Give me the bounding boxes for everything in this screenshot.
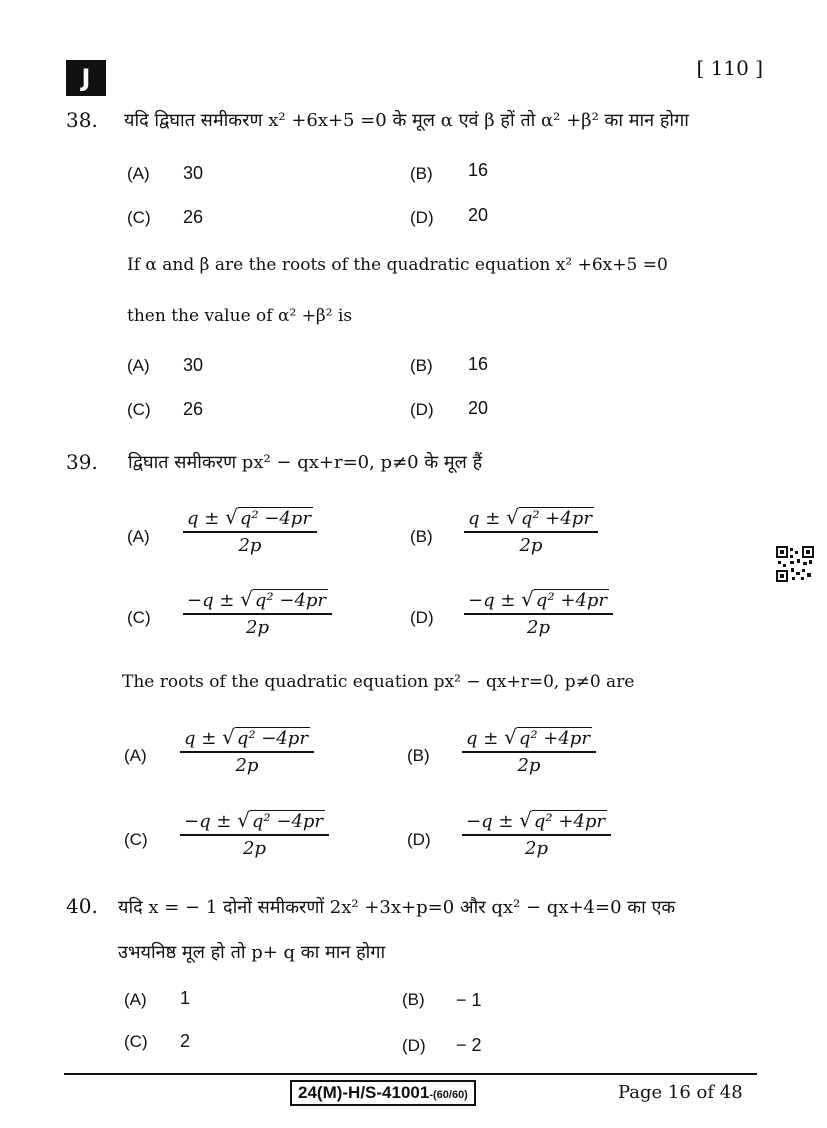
- option-value: 20: [468, 205, 489, 225]
- option-label: (B): [410, 164, 433, 183]
- option-value: 30: [183, 355, 204, 375]
- series-badge: J: [66, 60, 106, 96]
- option-label: (A): [124, 746, 147, 765]
- option-label: (D): [410, 208, 434, 227]
- option-label: (B): [410, 356, 433, 375]
- page-code: [ 110 ]: [696, 56, 763, 80]
- option-fraction: $\frac{\text{−q ± √ q² +4pr}}{2p}$: [464, 587, 613, 638]
- question-39-hindi-stem: द्विघात समीकरण px² − qx+r=0, p≠0 के मूल हैं: [128, 452, 483, 473]
- option-label: (A): [127, 527, 150, 546]
- booklet-code-suffix: -(60/60): [429, 1089, 468, 1101]
- option-fraction: $\frac{\text{−q ± √ q² −4pr}}{2p}$: [180, 808, 329, 859]
- option-value: 16: [468, 160, 489, 180]
- radicand: q² −4pr: [251, 811, 324, 832]
- option-label: (B): [407, 746, 430, 765]
- option-value: 1: [180, 988, 191, 1008]
- option-value: 2: [180, 1031, 191, 1051]
- option-value: − 1: [456, 990, 482, 1010]
- option-label: (C): [127, 208, 151, 227]
- denominator: 2p: [517, 755, 541, 776]
- option-value: − 2: [456, 1035, 482, 1055]
- option-value: 26: [183, 207, 204, 227]
- option-label: (D): [410, 400, 434, 419]
- question-number: 39.: [66, 450, 98, 474]
- radicand: q² +4pr: [518, 728, 590, 749]
- numerator-prefix: q ±: [187, 508, 220, 529]
- radicand: q² +4pr: [533, 811, 606, 832]
- denominator: 2p: [525, 838, 548, 859]
- numerator-prefix: −q ±: [187, 590, 235, 611]
- numerator-prefix: −q ±: [466, 811, 514, 832]
- option-value: 20: [468, 398, 489, 418]
- question-40-hindi-line-1: यदि x = − 1 दोनों समीकरणों 2x² +3x+p=0 और qx² − qx+4=0 का एक: [118, 897, 676, 918]
- question-39-english-stem: The roots of the quadratic equation px² − qx+r=0, p≠0 are: [122, 672, 635, 692]
- option-label: (D): [402, 1036, 426, 1055]
- option-label: (B): [402, 990, 425, 1009]
- question-38-english-line-2: then the value of α² +β² is: [127, 306, 353, 326]
- radicand: q² −4pr: [254, 590, 327, 611]
- option-fraction: $\frac{\text{−q ± √ q² −4pr}}{2p}$: [183, 587, 332, 638]
- radicand: q² +4pr: [520, 508, 592, 529]
- option-label: (C): [124, 830, 148, 849]
- option-fraction: $\frac{\text{q ± √ q² +4pr}}{2p}$: [464, 505, 598, 556]
- option-label: (A): [127, 356, 150, 375]
- option-value: 26: [183, 399, 204, 419]
- denominator: 2p: [235, 755, 259, 776]
- option-fraction: $\frac{\text{q ± √ q² −4pr}}{2p}$: [183, 505, 317, 556]
- question-number: 38.: [66, 108, 98, 132]
- denominator: 2p: [527, 617, 550, 638]
- option-label: (C): [127, 608, 151, 627]
- option-value: 30: [183, 163, 204, 183]
- question-number: 40.: [66, 894, 98, 918]
- denominator: 2p: [243, 838, 266, 859]
- page-number: Page 16 of 48: [618, 1082, 743, 1103]
- option-fraction: $\frac{\text{−q ± √ q² +4pr}}{2p}$: [462, 808, 611, 859]
- qr-code-icon: [776, 546, 814, 582]
- numerator-prefix: −q ±: [184, 811, 232, 832]
- numerator-prefix: −q ±: [468, 590, 516, 611]
- radicand: q² −4pr: [236, 728, 308, 749]
- option-label: (C): [124, 1032, 148, 1051]
- option-label: (D): [407, 830, 431, 849]
- option-label: (A): [127, 164, 150, 183]
- question-40-hindi-line-2: उभयनिष्ठ मूल हो तो p+ q का मान होगा: [118, 942, 386, 963]
- option-label: (B): [410, 527, 433, 546]
- numerator-prefix: q ±: [468, 508, 501, 529]
- booklet-code: [290, 1080, 476, 1106]
- option-label: (D): [410, 608, 434, 627]
- denominator: 2p: [519, 535, 543, 556]
- option-fraction: $\frac{\text{q ± √ q² +4pr}}{2p}$: [462, 725, 596, 776]
- option-label: (C): [127, 400, 151, 419]
- numerator-prefix: q ±: [466, 728, 499, 749]
- question-38-english-line-1: If α and β are the roots of the quadratic equation x² +6x+5 =0: [127, 255, 668, 275]
- footer-rule: [64, 1073, 757, 1075]
- radicand: q² −4pr: [239, 508, 311, 529]
- denominator: 2p: [238, 535, 262, 556]
- option-label: (A): [124, 990, 147, 1009]
- numerator-prefix: q ±: [184, 728, 217, 749]
- option-value: 16: [468, 354, 489, 374]
- question-38-hindi-stem: यदि द्विघात समीकरण x² +6x+5 =0 के मूल α एवं β हों तो α² +β² का मान होगा: [124, 110, 689, 131]
- option-fraction: $\frac{\text{q ± √ q² −4pr}}{2p}$: [180, 725, 314, 776]
- booklet-code-main: 24(M)-H/S-41001: [298, 1083, 430, 1102]
- denominator: 2p: [246, 617, 269, 638]
- radicand: q² +4pr: [535, 590, 608, 611]
